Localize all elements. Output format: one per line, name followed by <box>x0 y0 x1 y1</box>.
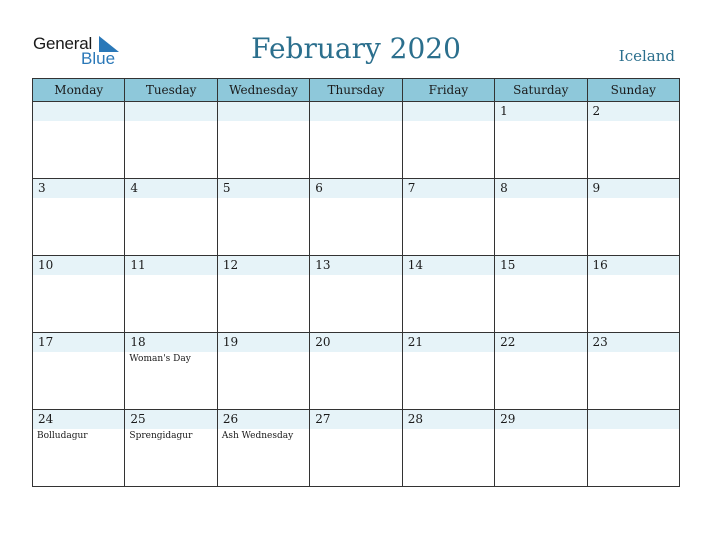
day-cell <box>33 179 125 256</box>
day-cell-band <box>588 410 679 429</box>
day-number: 21 <box>407 335 423 349</box>
day-cell-band <box>588 179 679 198</box>
week-row <box>33 179 680 256</box>
day-number: 15 <box>500 258 516 272</box>
day-cell <box>33 102 125 179</box>
day-cell <box>310 102 402 179</box>
day-cell <box>217 256 309 333</box>
day-number: 26 <box>222 412 239 426</box>
day-cell <box>217 179 309 256</box>
day-number: 13 <box>315 258 331 272</box>
week-row <box>33 256 680 333</box>
day-cell-band <box>125 102 216 121</box>
day-number: 19 <box>222 335 239 349</box>
day-cell <box>402 102 494 179</box>
day-cell <box>310 333 402 410</box>
day-number: 24 <box>38 412 54 426</box>
weekday-header: Saturday <box>495 79 587 102</box>
day-number: 29 <box>500 412 516 426</box>
day-number: 14 <box>407 258 423 272</box>
day-cell <box>33 410 125 487</box>
day-cell <box>587 179 679 256</box>
holiday-label: Woman's Day <box>129 354 191 364</box>
day-number: 3 <box>38 181 46 195</box>
week-row <box>33 410 680 487</box>
day-number: 25 <box>130 412 146 426</box>
day-cell <box>587 256 679 333</box>
day-number: 10 <box>38 258 54 272</box>
day-cell-band <box>495 179 586 198</box>
week-row <box>33 102 680 179</box>
weekday-header: Friday <box>402 79 494 102</box>
day-cell <box>587 102 679 179</box>
day-number: 6 <box>315 181 323 195</box>
day-cell-band <box>218 179 309 198</box>
day-cell <box>125 179 217 256</box>
day-cell-band <box>588 102 679 121</box>
day-cell <box>125 256 217 333</box>
day-cell <box>495 179 587 256</box>
day-cell <box>495 102 587 179</box>
brand-logo <box>33 34 133 68</box>
day-cell-band <box>495 102 586 121</box>
day-cell <box>125 410 217 487</box>
weekday-header: Wednesday <box>217 79 309 102</box>
holiday-label: Ash Wednesday <box>221 431 294 441</box>
day-number: 12 <box>222 258 239 272</box>
day-number: 1 <box>500 104 508 118</box>
day-cell <box>217 410 309 487</box>
day-cell <box>495 333 587 410</box>
weekday-header: Tuesday <box>125 79 217 102</box>
day-number: 2 <box>592 104 601 118</box>
day-number: 5 <box>222 181 231 195</box>
day-cell-band <box>33 179 124 198</box>
day-cell <box>217 333 309 410</box>
day-cell <box>495 256 587 333</box>
day-cell <box>402 410 494 487</box>
day-cell <box>402 256 494 333</box>
day-number: 7 <box>407 181 416 195</box>
day-cell <box>217 102 309 179</box>
month-grid <box>32 78 680 487</box>
day-cell-band <box>33 102 124 121</box>
day-cell <box>125 102 217 179</box>
day-cell-band <box>218 102 309 121</box>
day-number: 28 <box>407 412 423 426</box>
logo-word-general: General <box>33 34 93 53</box>
day-number: 11 <box>130 258 146 272</box>
week-row <box>33 333 680 410</box>
day-cell-band <box>310 102 401 121</box>
day-cell <box>310 410 402 487</box>
day-cell <box>495 410 587 487</box>
day-cell <box>402 333 494 410</box>
day-cell <box>310 179 402 256</box>
day-cell <box>587 410 679 487</box>
day-cell-band <box>125 179 216 198</box>
day-cell-band <box>310 179 401 198</box>
country-label: Iceland <box>618 47 675 65</box>
holiday-label: Sprengidagur <box>129 431 193 441</box>
day-number: 16 <box>592 258 608 272</box>
weekday-header-row <box>33 79 680 102</box>
day-number: 18 <box>130 335 146 349</box>
holiday-label: Bolludagur <box>37 431 88 441</box>
day-cell <box>33 333 125 410</box>
weekday-header: Sunday <box>587 79 679 102</box>
page-title: February 2020 <box>251 32 461 65</box>
calendar-body <box>33 102 680 487</box>
day-cell-band <box>403 102 494 121</box>
day-number: 17 <box>38 335 54 349</box>
day-number: 4 <box>130 181 139 195</box>
day-number: 23 <box>592 335 608 349</box>
day-number: 8 <box>500 181 508 195</box>
logo-word-blue: Blue <box>81 49 116 68</box>
day-cell <box>33 256 125 333</box>
day-number: 27 <box>315 412 331 426</box>
day-cell <box>402 179 494 256</box>
day-cell <box>125 333 217 410</box>
day-cell <box>310 256 402 333</box>
day-cell <box>587 333 679 410</box>
day-cell-band <box>403 179 494 198</box>
day-number: 9 <box>592 181 601 195</box>
weekday-header: Monday <box>33 79 125 102</box>
day-number: 22 <box>500 335 516 349</box>
day-number: 20 <box>315 335 331 349</box>
weekday-header: Thursday <box>310 79 402 102</box>
